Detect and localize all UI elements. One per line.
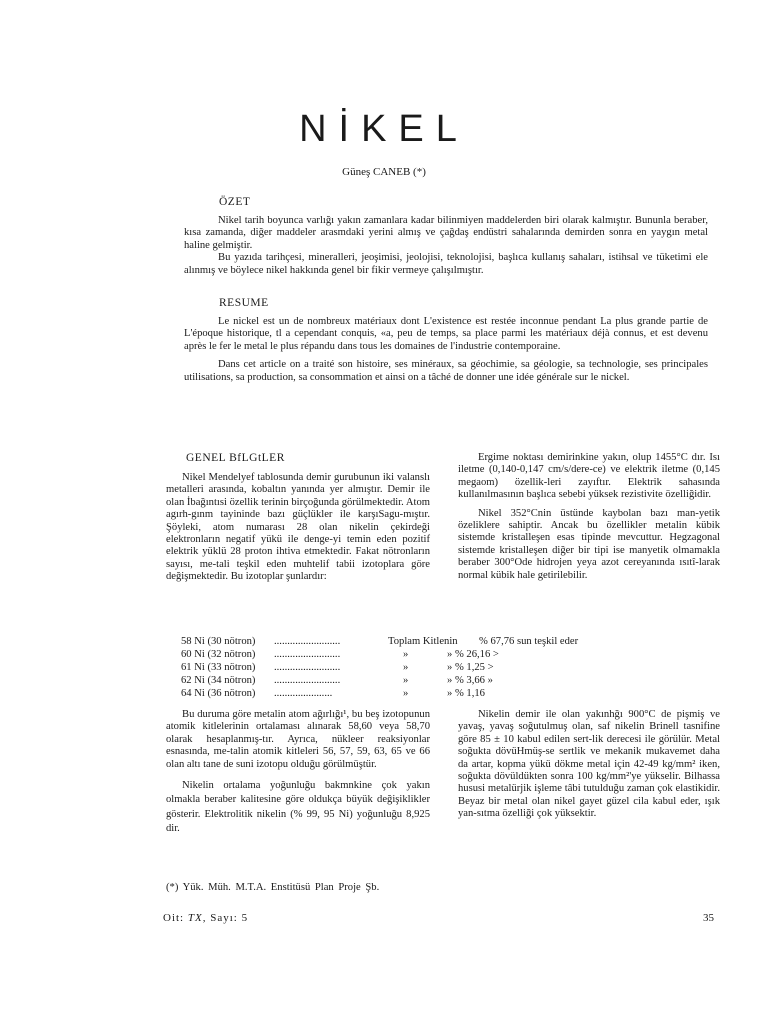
isotope-dots: ......................... [274,662,341,673]
isotope-label: 58 Ni (30 nötron) [181,636,256,647]
resume-section [184,316,708,384]
lower-left-paragraph-1: Bu duruma göre metalin atom ağırlığı¹, bu beş izotopunun atomik kitlelerinin ortalaması alınarak 58,60 veya 58,70 olarak hesaplanmış-tır. Ayrıca, nükleer reaksiyonlar esnasında, me-talin atomik kitleleri 56, 57, 59, 63, 65 ve 66 olan altı tane de suni izotopu olduğu görülmüştür. [166,709,430,770]
ozet-heading: ÖZET [219,196,251,208]
isotope-col2: Toplam Kitlenin [388,636,458,647]
isotope-label: 62 Ni (34 nötron) [181,675,256,686]
genel-right-column [458,452,720,582]
lower-right-paragraph-1: Nikelin demir ile olan yakınhğı 900°C de pişmiş ve yavaş, yavaş soğutulmuş olan, saf nikelin Brinell tasnifine göre 85 ± 10 kabul edilen sert-lik derecesi ile görülür. Metal soğukta dövüHmüş-se sertlik ve mekanik mukavemet daha da artar, kopma yükü dökme metal için 42-49 kg/mm² iken, soğukta dövüldükten sonra 100 kg/mm²'ye yükselir. Bilhassa hususi metalürjik işleme tâbi tutulduğu zaman çok elastikidir. Beyaz bir metal olan nikel gayet güzel cila kabul eder, ışık yan-sıtma özelliği çok yüksektir. [458,709,720,820]
isotope-label: 64 Ni (36 nötron) [181,688,256,699]
isotope-col3: » % 3,66 » [447,675,493,686]
lower-right-column [458,709,720,821]
isotope-col2: » [403,675,409,686]
isotope-label: 60 Ni (32 nötron) [181,649,256,660]
isotope-col3: » % 1,16 [447,688,485,699]
ozet-paragraph-1: Nikel tarih boyunca varlığı yakın zamanlara kadar bilinmiyen maddelerden biri olarak kalmıştır. Bununla beraber, kısa zamanda, diğer maddeler arasmdaki yerini almış ve çağdaş endüstri sahalarında demirden sonra en yaygın metal haline gelmiştir. [184,215,708,251]
resume-heading: RESUME [219,297,269,309]
genel-right-paragraph-2: Nikel 352°Cnin üstünde kaybolan bazı man-yetik özeliklere sahiptir. Ancak bu özellikler metalin kübik sistemde kristalleşen esas tipinde mevcuttur. Hegzagonal sistemde kristalleşen diğer bir tipi ise manyetik olmamakla beraber 300°Ode hidrojen yeya azot cereyanında ısıtî-larak normal kübik hale getirilebilir. [458,507,720,581]
genel-left-paragraph: Nikel Mendelyef tablosunda demir gurubunun iki valanslı metalleri arasında, kobaltın yanında yer almıştır. Demir ile olan İbağıntısi özellik terinin birçoğunda görülmektedir. Atom agırh-gınm tayininde bazı güçlükler ile karşıSagu-mıştır. Şöyleki, atom numarası 28 olan nikelin çekirdeği elektronların negatif yükü ile denge-yi temin eden pozitif elektrik yüklü 28 proton ihtiva etmektedir. Fakat nötronların sayısı, me-tali teşkil eden muhtelif tabii izotoplara göre değişmektedir. Bu izotoplar şunlardır: [166,472,430,583]
isotope-dots: ......................... [274,649,341,660]
ozet-section [184,215,708,277]
lower-left-paragraph-2: Nikelin ortalama yoğunluğu bakmnkine çok yakın olmakla beraber kalitesine göre oldukça büyük değişiklikler gösterir. Elektrolitik nikelin (% 99, 95 Ni) yoğunluğu 8,925 dir. [166,780,430,835]
isotope-col3: % 67,76 sun teşkil eder [479,636,579,647]
author-line: Güneş CANEB (*) [342,166,426,178]
isotope-dots: ......................... [274,675,341,686]
isotope-col3: » % 1,25 > [447,662,494,673]
journal-prefix: Oit: [163,912,185,924]
journal-issue: Sayı: 5 [210,912,249,924]
journal-reference [163,912,248,924]
isotope-dots: ......................... [274,636,341,647]
isotope-col2: » [403,662,409,673]
journal-volume: TX, [187,912,207,924]
isotope-col2: » [403,649,409,660]
article-title: NİKEL [299,108,469,150]
isotope-label: 61 Ni (33 nötron) [181,662,256,673]
isotope-col2: » [403,688,409,699]
isotope-col3: » % 26,16 > [447,649,499,660]
genel-right-paragraph-1: Ergime noktası demirinkine yakın, olup 1455°C dır. Isı iletme (0,140-0,147 cm/s/dere-ce) ve elektrik iletme (0,145 megaom) özellik-leri zayıftır. Elektrik sahasında kullanılmasının başlıca sebebi yüksek rezistivite özelliğidir. [458,452,720,501]
lower-left-column [166,709,430,837]
resume-paragraph-2: Dans cet article on a traité son histoire, ses minéraux, sa géochimie, sa géologie, sa technologie, ses principales utilisations, sa production, sa consommation et ainsi on a tâché de donner une idée générale sur le nickel. [184,359,708,383]
genel-heading: GENEL BfLGtLER [186,452,285,464]
ozet-paragraph-2: Bu yazıda tarihçesi, mineralleri, jeoşimisi, jeolojisi, teknolojisi, başlıca kullanış sahaları, istihsal ve tüketimi ele alınmış ve böylece nikel hakkında genel bir fikir vermeye çalışılmıştır. [184,252,708,276]
genel-left-column [166,472,430,584]
page-number: 35 [703,912,714,924]
resume-paragraph-1: Le nickel est un de nombreux matériaux dont L'existence est restée inconnue pendant La plus grande partie de L'époque historique, tl a cependant conquis, «a, peu de temps, sa place parmi les matériaux déjà connus, et est devenu après le fer le metal le plus répandu dans tous les domaines de l'industrie contemporaine. [184,316,708,352]
footnote: (*) Yük. Müh. M.T.A. Enstitüsü Plan Proje Şb. [166,882,380,893]
isotope-dots: ...................... [274,688,333,699]
